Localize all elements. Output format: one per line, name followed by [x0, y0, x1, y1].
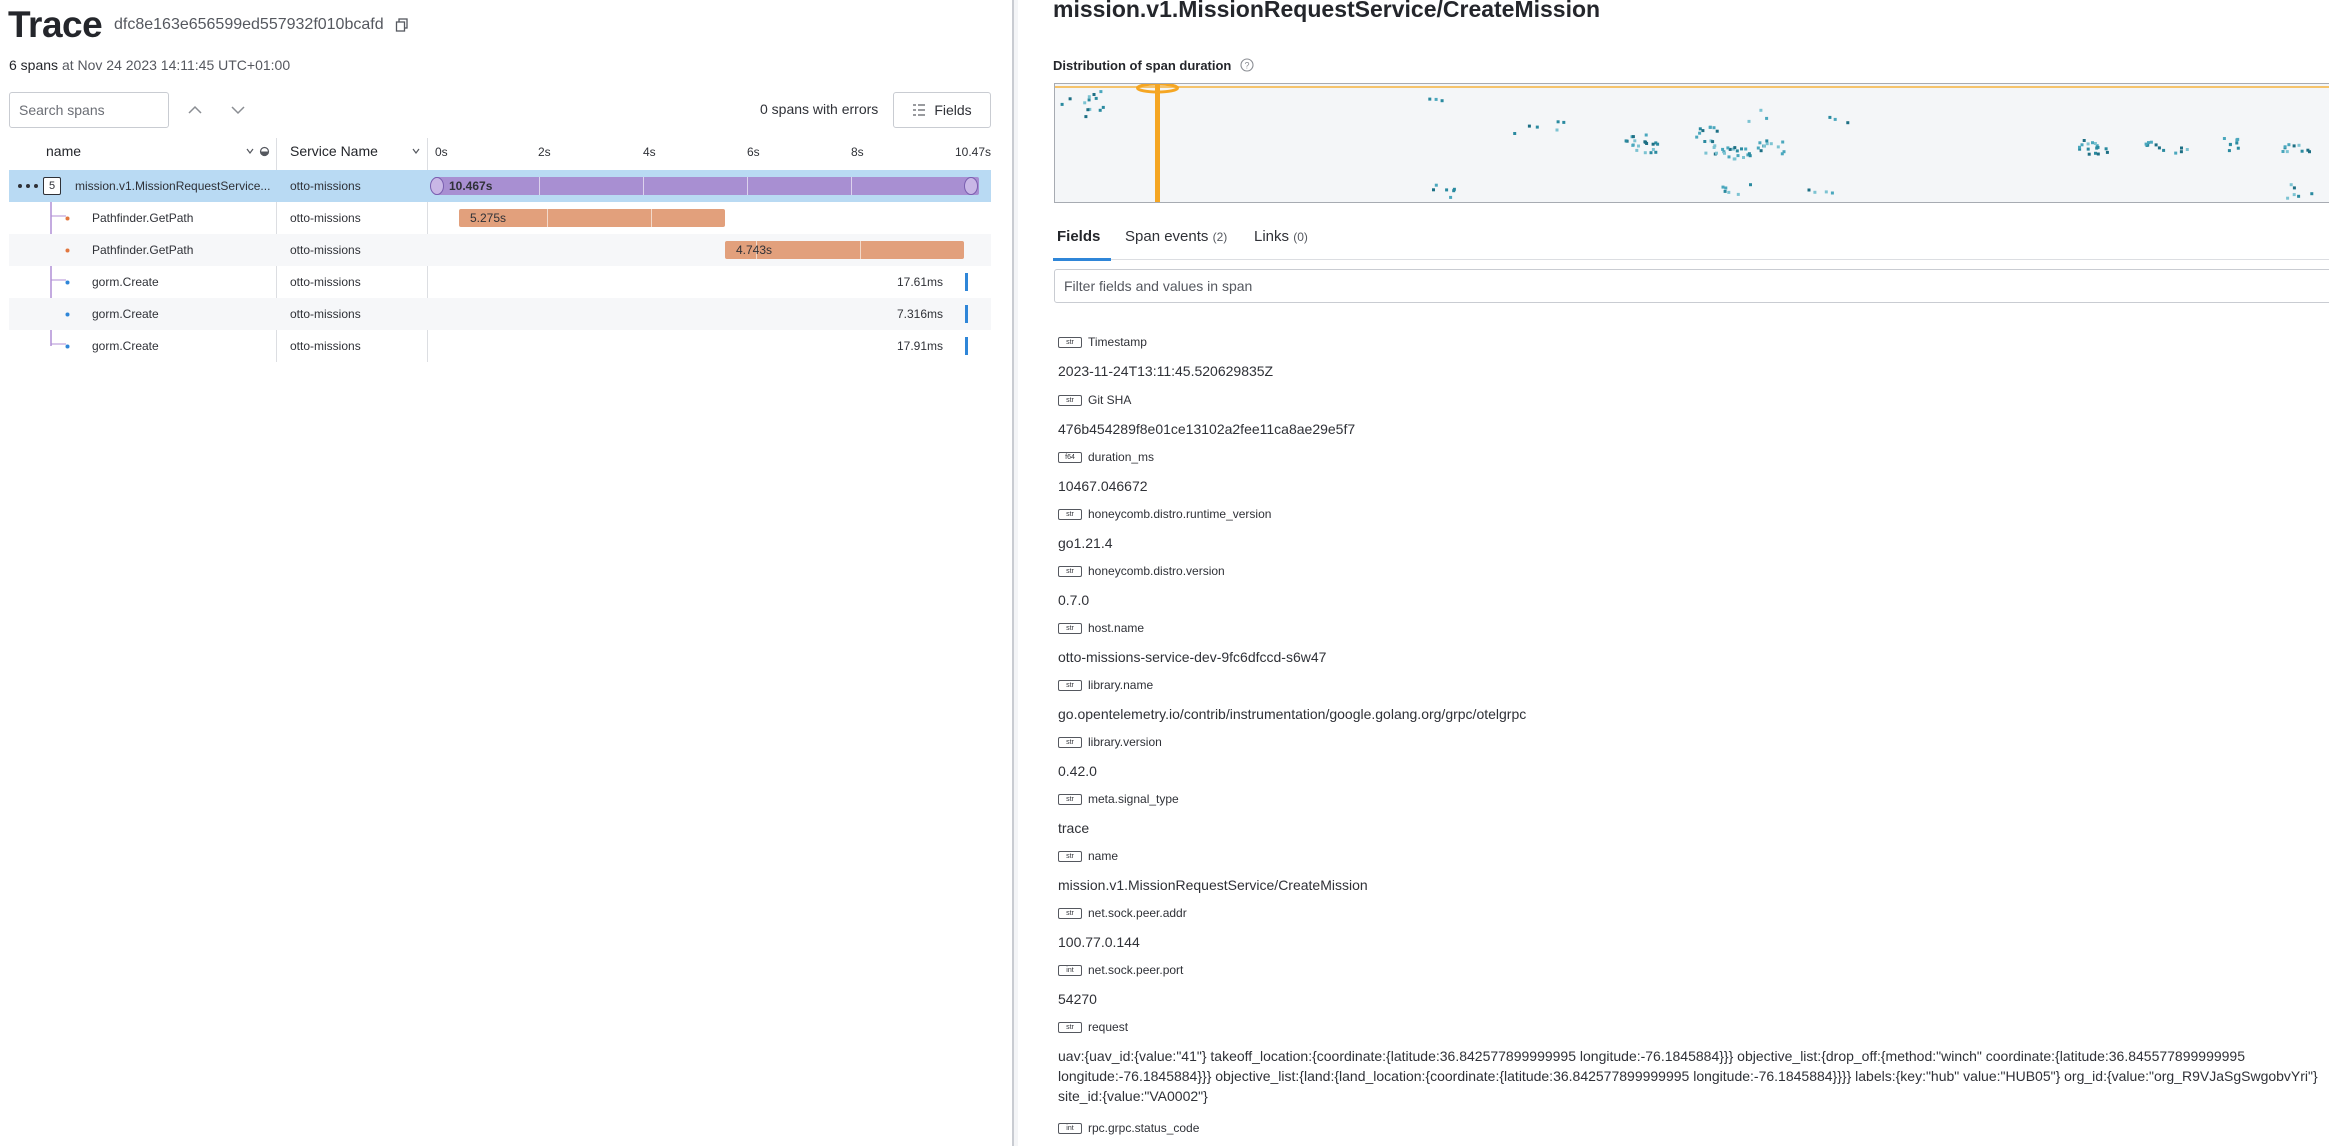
heatmap-cell [1733, 157, 1736, 160]
field-key-label: name [1088, 849, 1119, 863]
heatmap-cell [1102, 106, 1105, 109]
heatmap-cell [1695, 136, 1698, 139]
heatmap-cell [1435, 98, 1438, 101]
field-value[interactable]: 10467.046672 [1058, 478, 1148, 494]
heatmap-cell [1813, 191, 1816, 194]
heatmap-cell [1652, 148, 1655, 151]
heatmap-cell [2237, 147, 2240, 150]
span-dot [65, 216, 70, 221]
heatmap-cell [1625, 139, 1628, 142]
heatmap-cell [1428, 98, 1431, 101]
tab-count: (0) [1293, 230, 1308, 244]
field-type-badge: int [1058, 965, 1082, 976]
span-service: otto-missions [290, 243, 361, 257]
span-row[interactable] [9, 234, 991, 266]
heatmap-cell [1709, 126, 1712, 129]
column-header-service[interactable] [290, 138, 378, 164]
heatmap-cell [1632, 135, 1635, 138]
heatmap-cell [1645, 142, 1648, 145]
field-type-badge: str [1058, 908, 1082, 919]
trace-summary [9, 57, 290, 73]
heatmap-cell [1808, 189, 1811, 192]
span-name: Pathfinder.GetPath [92, 243, 194, 257]
heatmap-cell [1432, 188, 1435, 191]
detail-tabs [1053, 220, 2329, 260]
heatmap-cell [1654, 151, 1657, 154]
span-name: gorm.Create [92, 307, 159, 321]
heatmap-cell [1713, 126, 1716, 129]
heatmap-cell [1728, 155, 1731, 158]
field-value[interactable]: otto-missions-service-dev-9fc6dfccd-s6w47 [1058, 649, 1327, 665]
field-key [1058, 735, 2328, 749]
heatmap-cell [1088, 98, 1091, 101]
timeline-tick: 2s [538, 145, 551, 159]
heatmap-cell [1083, 101, 1086, 104]
heatmap-cell [1760, 149, 1763, 152]
heatmap-cell [1828, 116, 1831, 119]
field-type-badge: str [1058, 566, 1082, 577]
heatmap-cell [1770, 142, 1773, 145]
heatmap-cell [1765, 117, 1768, 120]
timeline-tick: 4s [643, 145, 656, 159]
heatmap-cell [2094, 152, 2097, 155]
span-count: 6 spans [9, 57, 59, 73]
heatmap-cell [2186, 148, 2189, 151]
heatmap-cell [1084, 115, 1087, 118]
field-value[interactable]: 100.77.0.144 [1058, 934, 1140, 950]
span-name: gorm.Create [92, 275, 159, 289]
heatmap-cell [2180, 150, 2183, 153]
page-title: Trace [8, 4, 103, 45]
field-item[interactable] [1058, 450, 2328, 496]
heatmap-cell [1703, 140, 1706, 143]
span-duration: 17.91ms [897, 339, 944, 353]
heatmap-cell [1452, 189, 1455, 192]
field-type-badge: str [1058, 1022, 1082, 1033]
field-value[interactable]: 2023-11-24T13:11:45.520629835Z [1058, 363, 1274, 379]
timeline-tick: 0s [435, 145, 448, 159]
heatmap-cell [1704, 152, 1707, 155]
collapse-count-badge[interactable]: 5 [43, 177, 61, 195]
field-key [1058, 621, 2328, 635]
span-name: Pathfinder.GetPath [92, 211, 194, 225]
more-icon[interactable] [17, 183, 39, 189]
field-value[interactable]: uav:{uav_id:{value:"41"} takeoff_location:{coordinate:{latitude:36.842577899999995 longitude:-76.1845884}}} objective_list:{drop_off:{method:"winch" coordinate:{latitude:36.845577899999995 longitude:-76.1845884}}} objective_list:{land:{land_location:{coordinate:{latitude:36.842577899999995 longitude:-76.1845884}}}} labels:{key:"hub" value:"HUB05"} org_id:{value:"org_R9VJaSgSwgobvYri"} site_id:{value:"VA0002"} [1058, 1048, 2318, 1104]
field-key-label: honeycomb.distro.version [1088, 564, 1225, 578]
field-value[interactable]: mission.v1.MissionRequestService/CreateMission [1058, 877, 1368, 893]
heatmap-cell [1445, 188, 1448, 191]
heatmap-cell [1765, 139, 1768, 142]
field-key [1058, 507, 2328, 521]
field-key [1058, 792, 2328, 806]
span-dot [65, 312, 70, 317]
span-dot [65, 248, 70, 253]
trace-timestamp: at Nov 24 2023 14:11:45 UTC+01:00 [61, 57, 291, 73]
span-duration: 10.467s [449, 179, 493, 193]
field-type-badge: str [1058, 623, 1082, 634]
trace-id: dfc8e163e656599ed557932f010bcafd [114, 16, 384, 33]
heatmap-cell [2174, 152, 2177, 155]
field-key-label: rpc.grpc.status_code [1088, 1121, 1200, 1135]
heatmap-cell [2282, 150, 2285, 153]
heatmap-cell [1722, 186, 1725, 189]
heatmap-cell [1723, 152, 1726, 155]
span-service: otto-missions [290, 339, 361, 353]
heatmap-cell [2310, 192, 2313, 195]
field-value[interactable]: 0.7.0 [1058, 592, 1090, 608]
heatmap-cell [2229, 143, 2232, 146]
heatmap-cell [2095, 147, 2098, 150]
span-row[interactable] [9, 266, 991, 298]
span-bar[interactable] [965, 273, 968, 291]
heatmap-cell [2150, 141, 2153, 144]
field-key-label: request [1088, 1020, 1129, 1034]
span-row[interactable] [9, 170, 991, 202]
field-type-badge: str [1058, 737, 1082, 748]
field-key-label: net.sock.peer.addr [1088, 906, 1187, 920]
heatmap-cell [2088, 153, 2091, 156]
span-row[interactable] [9, 298, 991, 330]
active-tab-indicator [1053, 258, 1111, 261]
tab-fields[interactable] [1057, 228, 1100, 245]
field-key [1058, 393, 2328, 407]
heatmap-cell [2180, 147, 2183, 150]
span-service: otto-missions [290, 211, 361, 225]
field-filter[interactable] [1054, 269, 2329, 303]
heatmap-cell [1711, 140, 1714, 143]
heatmap-cell [1737, 193, 1740, 196]
field-item[interactable] [1058, 678, 2328, 724]
tab-span-events[interactable] [1125, 228, 1227, 245]
selection-marker [1155, 84, 1160, 203]
heatmap-cell [1744, 148, 1747, 151]
span-bar[interactable] [965, 337, 968, 355]
sort-icon[interactable] [411, 146, 421, 156]
field-item[interactable] [1058, 507, 2328, 553]
field-key-label: net.sock.peer.port [1088, 963, 1184, 977]
heatmap-cell [1781, 152, 1784, 155]
field-item[interactable] [1058, 849, 2328, 895]
heatmap-cell [1748, 120, 1751, 123]
field-type-badge: str [1058, 794, 1082, 805]
heatmap-cell [2145, 143, 2148, 146]
heatmap-cell [1650, 151, 1653, 154]
span-duration: 17.61ms [897, 275, 944, 289]
span-name: mission.v1.MissionRequestService... [75, 179, 271, 193]
heatmap-cell [1742, 156, 1745, 159]
field-key-label: Git SHA [1088, 393, 1132, 407]
heatmap-cell [1846, 121, 1849, 124]
heatmap-cell [1713, 144, 1716, 147]
heatmap-cell [1099, 109, 1102, 112]
field-key [1058, 906, 2328, 920]
copy-icon[interactable] [395, 18, 409, 32]
heatmap-cell [2297, 195, 2300, 198]
field-item[interactable] [1058, 792, 2328, 838]
field-key-label: honeycomb.distro.runtime_version [1088, 507, 1272, 521]
field-type-badge: int [1058, 1123, 1082, 1134]
column-header-name-label: name [46, 143, 82, 159]
error-count: 0 spans with errors [760, 101, 879, 117]
span-bar[interactable] [434, 177, 979, 195]
heatmap-cell [1724, 190, 1727, 193]
heatmap-cell [1656, 143, 1659, 146]
heatmap-cell [1556, 129, 1559, 132]
field-value[interactable]: 476b454289f8e01ce13102a2fee11ca8ae29e5f7 [1058, 421, 1356, 437]
heatmap-cell [1557, 120, 1560, 123]
span-detail-panel [1018, 0, 2329, 1146]
span-service: otto-missions [290, 275, 361, 289]
field-key [1058, 450, 2328, 464]
heatmap-cell [1645, 134, 1648, 137]
field-item[interactable] [1058, 963, 2328, 1009]
chevron-up-icon[interactable] [185, 100, 205, 120]
heatmap-cell [2094, 142, 2097, 145]
field-item[interactable] [1058, 564, 2328, 610]
heatmap-cell [1749, 183, 1752, 186]
heatmap-cell [2223, 137, 2226, 140]
timeline-tick: 10.47s [955, 145, 992, 159]
tab-label: Fields [1057, 228, 1101, 245]
field-key-label: library.name [1088, 678, 1154, 692]
heatmap-cell [2097, 153, 2100, 156]
field-item[interactable] [1058, 1121, 2328, 1147]
heatmap-cell [2301, 150, 2304, 153]
heatmap-cell [2308, 150, 2311, 153]
field-item[interactable] [1058, 335, 2328, 381]
tab-links[interactable] [1254, 228, 1308, 245]
span-title: mission.v1.MissionRequestService/CreateMission [1053, 0, 1601, 22]
heatmap-cell [2293, 193, 2296, 196]
span-row[interactable] [9, 330, 991, 362]
field-item[interactable] [1058, 735, 2328, 781]
heatmap-cell [2286, 197, 2289, 200]
field-key-label: duration_ms [1088, 450, 1155, 464]
chevron-down-icon[interactable] [228, 100, 248, 120]
span-duration: 7.316ms [897, 307, 944, 321]
field-key-label: Timestamp [1088, 335, 1147, 349]
heatmap-cell [1528, 125, 1531, 128]
heatmap-cell [2286, 150, 2289, 153]
field-type-badge: str [1058, 337, 1082, 348]
heatmap-cell [1715, 152, 1718, 155]
heatmap-cell [2284, 145, 2287, 148]
heatmap-cell [1831, 192, 1834, 195]
field-key [1058, 678, 2328, 692]
field-value[interactable]: 0.42.0 [1058, 763, 1097, 779]
heatmap-cell [2293, 144, 2296, 147]
heatmap-cell [1088, 95, 1091, 98]
search-input[interactable] [10, 93, 168, 127]
heatmap-cell [1777, 145, 1780, 148]
heatmap-cell [1099, 90, 1102, 93]
heatmap-cell [1726, 146, 1729, 149]
span-duration: 4.743s [736, 243, 773, 257]
field-key [1058, 849, 2328, 863]
heatmap-cell [2087, 148, 2090, 151]
heatmap-cell [1733, 146, 1736, 149]
heatmap-cell [2293, 186, 2296, 189]
tab-label: Links [1254, 228, 1290, 245]
heatmap-cell [1652, 143, 1655, 146]
heatmap-cell [2235, 138, 2238, 141]
heatmap-cell [2235, 142, 2238, 145]
field-value[interactable]: go.opentelemetry.io/contrib/instrumentation/google.golang.org/grpc/otelgrpc [1058, 706, 1527, 722]
heatmap-cell [2290, 183, 2293, 186]
heatmap-cell [1095, 97, 1098, 100]
field-value[interactable]: 54270 [1058, 991, 1097, 1007]
heatmap-cell [2228, 149, 2231, 152]
heatmap-cell [1435, 184, 1438, 187]
span-bar[interactable] [965, 305, 968, 323]
field-key [1058, 1020, 2328, 1034]
field-type-badge: f64 [1058, 452, 1082, 463]
heatmap-cell [1758, 141, 1761, 144]
heatmap-cell [1757, 147, 1760, 150]
timeline-tick: 8s [851, 145, 864, 159]
field-type-badge: str [1058, 509, 1082, 520]
heatmap-cell [1736, 149, 1739, 152]
field-key-label: meta.signal_type [1088, 792, 1179, 806]
column-header-name[interactable] [46, 138, 81, 164]
heatmap-cell [1759, 109, 1762, 112]
heatmap-cell [2078, 146, 2081, 149]
heatmap-cell [1834, 118, 1837, 121]
heatmap-cell [1724, 187, 1727, 190]
span-start-marker [430, 177, 444, 195]
field-item[interactable] [1058, 906, 2328, 952]
heatmap-cell [1740, 147, 1743, 150]
span-search[interactable] [9, 92, 169, 128]
heatmap-cell [2298, 144, 2301, 147]
heatmap-cell [2155, 143, 2158, 146]
heatmap-cell [1699, 127, 1702, 130]
span-dot [65, 280, 70, 285]
heatmap-cell [2083, 139, 2086, 142]
heatmap-cell [2162, 149, 2165, 152]
heatmap-cell [2106, 151, 2109, 154]
heatmap-cell [1637, 145, 1640, 148]
tab-label: Span events [1125, 228, 1209, 245]
trace-panel [0, 0, 1010, 1146]
field-key-label: library.version [1088, 735, 1162, 749]
tab-count: (2) [1212, 230, 1228, 244]
filter-input[interactable] [1055, 270, 2329, 302]
heatmap-cell [1701, 129, 1704, 132]
heatmap-cell [1698, 132, 1701, 135]
timeline-tick: 6s [747, 145, 760, 159]
heatmap-cell [1536, 126, 1539, 129]
heatmap-cell [1763, 145, 1766, 148]
sort-icon[interactable] [245, 146, 255, 156]
heatmap-cell [2091, 141, 2094, 144]
field-type-badge: str [1058, 395, 1082, 406]
heatmap-cell [1086, 108, 1089, 111]
heatmap-cell [1766, 142, 1769, 145]
field-key [1058, 335, 2328, 349]
heatmap-cell [2287, 143, 2290, 146]
heatmap-cell [1721, 148, 1724, 151]
span-end-marker [964, 177, 978, 195]
field-key [1058, 1121, 2328, 1135]
heatmap-cell [2105, 147, 2108, 150]
heatmap-cell [1069, 97, 1072, 100]
heatmap-cell [1644, 151, 1647, 154]
heatmap-cell [2158, 146, 2161, 149]
heatmap-cell [1633, 139, 1636, 142]
field-key [1058, 564, 2328, 578]
heatmap-cell [2087, 142, 2090, 145]
field-type-badge: str [1058, 851, 1082, 862]
field-value[interactable]: trace [1058, 820, 1090, 836]
column-header-service-label: Service Name [290, 143, 378, 159]
field-type-badge: str [1058, 680, 1082, 691]
heatmap-cell [1749, 154, 1752, 157]
field-item[interactable] [1058, 393, 2328, 439]
fields-button[interactable] [893, 92, 991, 128]
fields-button-label: Fields [934, 102, 972, 118]
field-key [1058, 963, 2328, 977]
field-key-label: host.name [1088, 621, 1145, 635]
span-service: otto-missions [290, 307, 361, 321]
heatmap-cell [1632, 144, 1635, 147]
help-icon[interactable] [1240, 58, 1254, 72]
heatmap-cell [1562, 121, 1565, 124]
span-row[interactable] [9, 202, 991, 234]
heatmap-cell [1513, 132, 1516, 135]
span-dot [65, 344, 70, 349]
heatmap-cell [1061, 103, 1064, 106]
span-status-icon[interactable] [259, 146, 270, 157]
duration-heatmap[interactable] [1054, 83, 2329, 203]
heatmap-cell [1781, 141, 1784, 144]
heatmap-cell [1825, 190, 1828, 193]
heatmap-canvas[interactable] [1055, 84, 2329, 203]
heatmap-cell [1093, 93, 1096, 96]
heatmap-cell [1635, 149, 1638, 152]
field-item[interactable] [1058, 1020, 2328, 1106]
span-duration: 5.275s [470, 211, 507, 225]
columns-icon [912, 103, 926, 117]
heatmap-cell [1737, 154, 1740, 157]
span-name: gorm.Create [92, 339, 159, 353]
heatmap-cell [1449, 196, 1452, 199]
field-value[interactable]: go1.21.4 [1058, 535, 1113, 551]
heatmap-cell [1441, 99, 1444, 102]
heatmap-cell [1727, 191, 1730, 194]
field-item[interactable] [1058, 621, 2328, 667]
distribution-title: Distribution of span duration [1053, 58, 1232, 73]
heatmap-cell [1716, 130, 1719, 133]
svg-text:?: ? [1244, 60, 1250, 71]
span-service: otto-missions [290, 179, 361, 193]
